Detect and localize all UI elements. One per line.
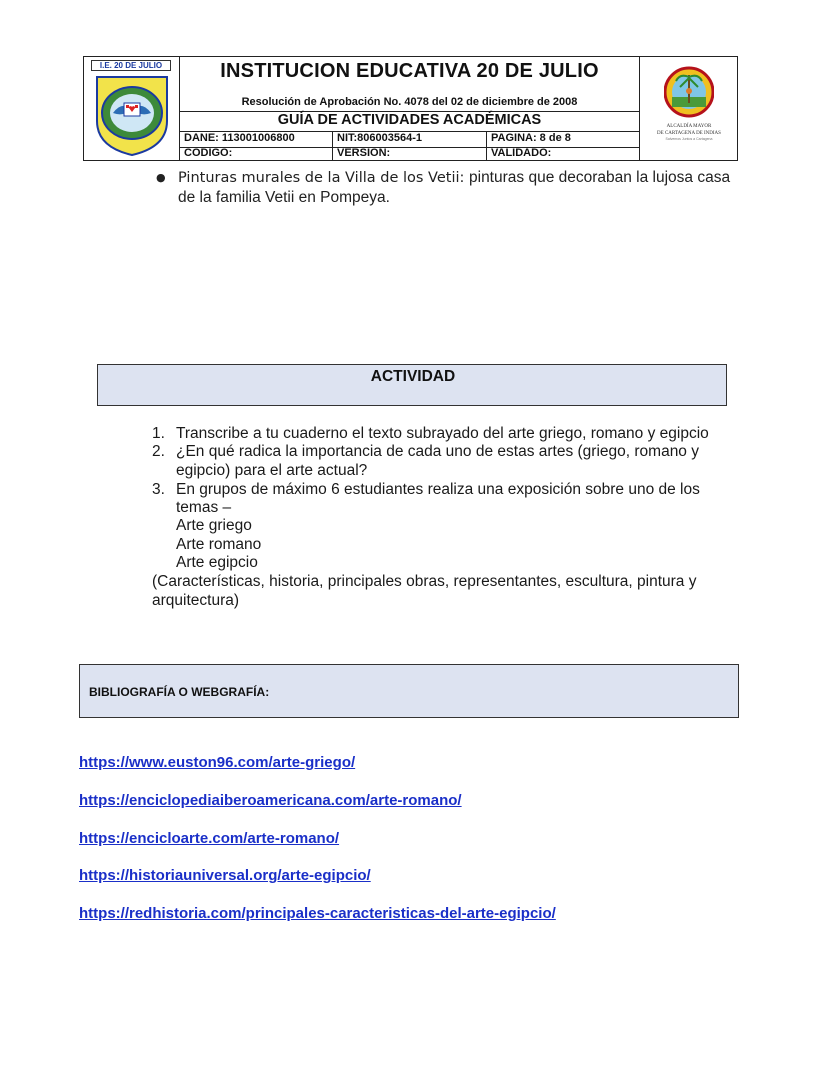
list-item: ¿En qué radica la importancia de cada uno de estas artes (griego, romano y: [176, 443, 699, 460]
city-caption: DE CARTAGENA DE INDIAS: [657, 131, 721, 136]
dane-field: DANE: 113001006800: [184, 132, 295, 144]
cartagena-seal-icon: [664, 61, 714, 123]
page-field: PAGINA: 8 de 8: [491, 132, 571, 144]
list-item: Transcribe a tu cuaderno el texto subrayado del arte griego, romano y egipcio: [176, 425, 709, 442]
topic-item: Arte griego: [176, 517, 252, 534]
school-logo: [84, 57, 180, 160]
list-number: 1.: [152, 425, 165, 442]
header-center: [180, 57, 639, 160]
school-logo-tag: I.E. 20 DE JULIO: [91, 60, 171, 71]
bibliography-heading-box: [79, 664, 739, 718]
validated-field: VALIDADO:: [491, 147, 552, 159]
school-name: INSTITUCION EDUCATIVA 20 DE JULIO: [220, 60, 599, 82]
reference-link[interactable]: https://encicloarte.com/arte-romano/: [79, 830, 340, 847]
activity-title: ACTIVIDAD: [370, 368, 456, 385]
reference-link[interactable]: https://historiauniversal.org/arte-egipcio/: [79, 867, 371, 884]
bullet-icon: ●: [156, 171, 166, 184]
nit-field: NIT:806003564-1: [337, 132, 423, 144]
bullet-text: [178, 167, 730, 189]
code-field: CODIGO:: [184, 147, 233, 159]
list-item: En grupos de máximo 6 estudiantes realiza una exposición sobre uno de los: [176, 481, 700, 498]
reference-link[interactable]: https://enciclopediaiberoamericana.com/arte-romano/: [79, 792, 462, 809]
list-item-line: temas –: [176, 499, 232, 516]
list-number: 2.: [152, 443, 165, 460]
school-shield-icon: [93, 73, 171, 157]
topic-item: Arte romano: [176, 536, 262, 553]
divider: [180, 147, 639, 148]
document-header: [83, 56, 738, 161]
bibliography-title: BIBLIOGRAFÍA O WEBGRAFÍA:: [89, 685, 270, 699]
activity-note: (Características, historia, principales obras, representantes, escultura, pintura y: [152, 573, 697, 590]
topic-item: Arte egipcio: [176, 554, 258, 571]
list-item-line: egipcio) para el arte actual?: [176, 462, 368, 479]
bullet-text-part: Pinturas murales de la Villa de los Vetii:: [178, 170, 469, 186]
city-caption: ALCALDÍA MAYOR: [666, 124, 712, 129]
resolution-text: Resolución de Aprobación No. 4078 del 02 de diciembre de 2008: [241, 96, 578, 108]
city-logo: [639, 57, 737, 160]
activity-heading-box: [97, 364, 727, 406]
reference-link[interactable]: https://www.euston96.com/arte-griego/: [79, 754, 356, 771]
version-field: VERSION:: [337, 147, 391, 159]
bullet-text-line: de la familia Vetii en Pompeya.: [178, 189, 390, 206]
activity-note-line: arquitectura): [152, 592, 240, 609]
bullet-text-part: pinturas que decoraban la lujosa casa: [469, 169, 731, 186]
guide-title: GUÍA DE ACTIVIDADES ACADÉMICAS: [277, 112, 542, 128]
city-slogan: Salvemos Juntos a Cartagena: [665, 137, 713, 141]
list-number: 3.: [152, 481, 165, 498]
reference-link[interactable]: https://redhistoria.com/principales-caracteristicas-del-arte-egipcio/: [79, 905, 556, 922]
